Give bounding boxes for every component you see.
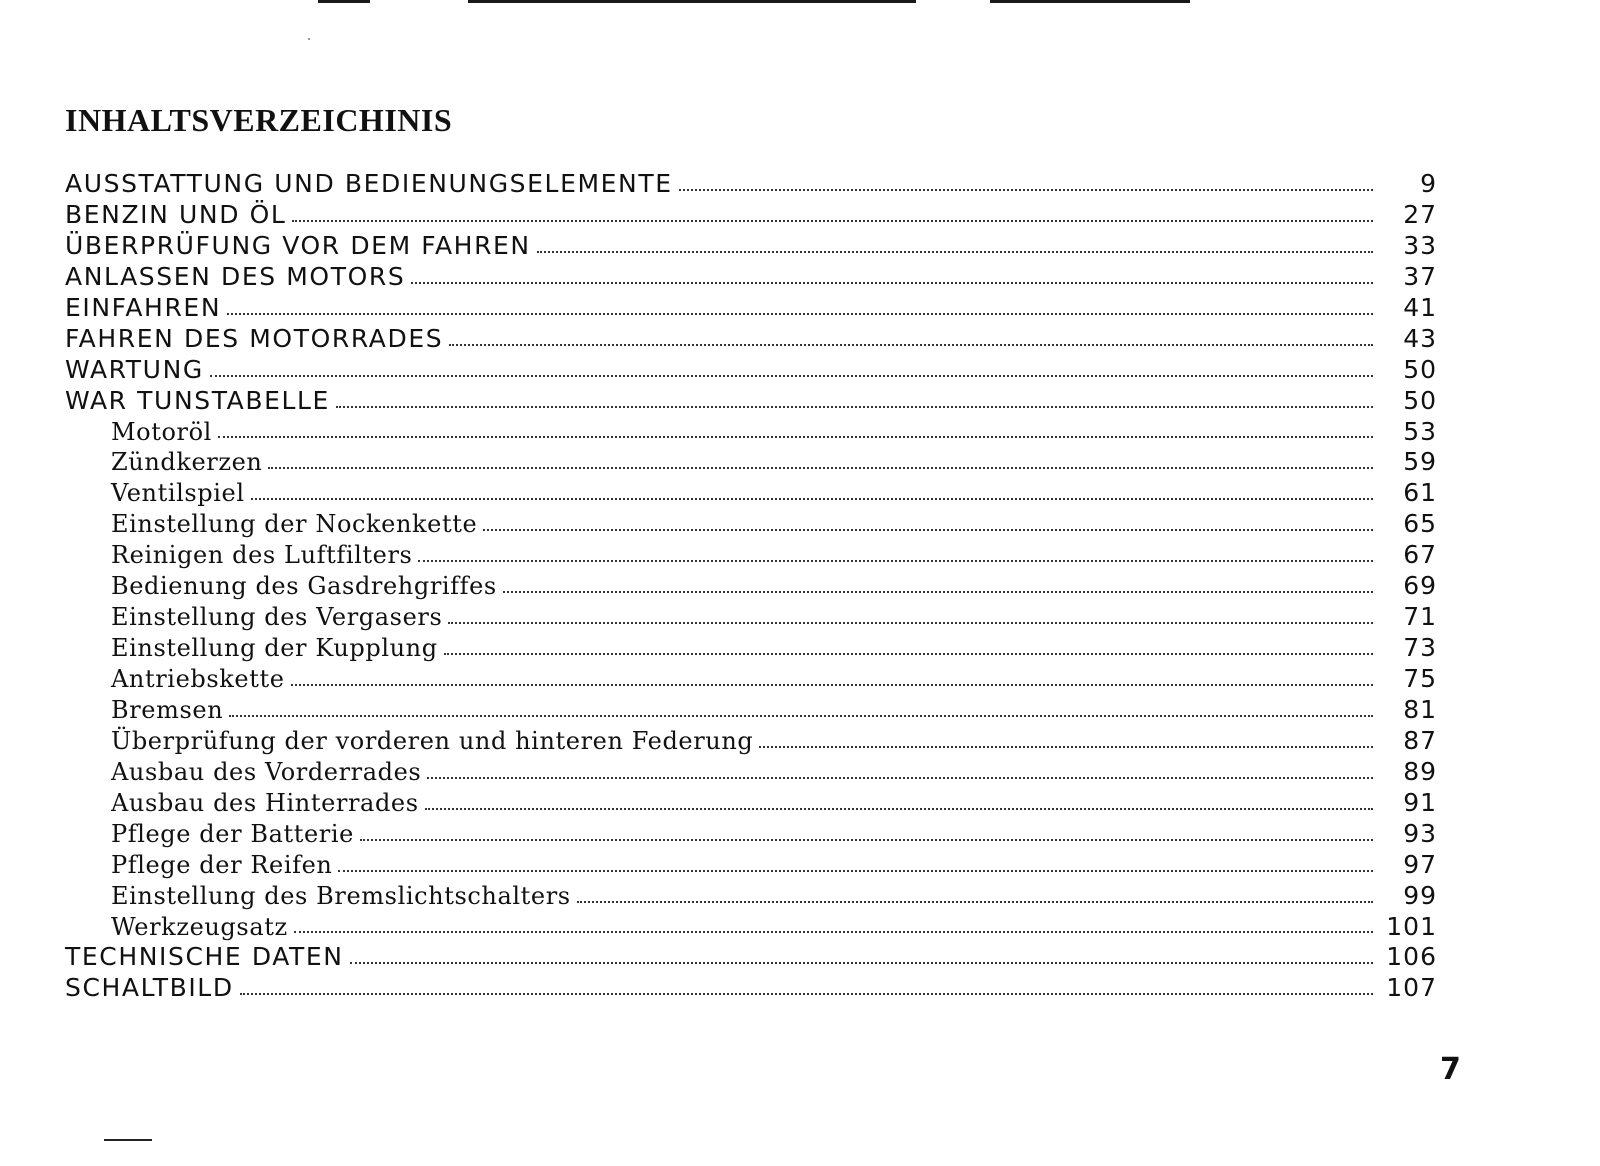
scan-edge-line (104, 1139, 152, 1141)
toc-subentry[interactable] (65, 850, 1437, 881)
toc-entry-page: 75 (1403, 664, 1437, 693)
toc-entry-label: Antriebskette (111, 665, 285, 693)
toc-entry[interactable] (65, 293, 1437, 324)
toc-entry-label: Pflege der Reifen (111, 850, 333, 879)
toc-entry-page: 81 (1403, 694, 1437, 724)
toc-dot-leader (759, 745, 1373, 748)
toc-dot-leader (338, 869, 1373, 872)
toc-entry[interactable] (65, 386, 1437, 417)
toc-entry-label: BENZIN UND ÖL (65, 199, 287, 229)
toc-subentry[interactable] (65, 509, 1437, 540)
toc-dot-leader (251, 497, 1373, 500)
toc-entry-label: Werkzeugsatz (111, 912, 288, 941)
toc-entry-page: 43 (1403, 323, 1437, 353)
toc-entry-label: Ausbau des Hinterrades (111, 788, 419, 817)
toc-dot-leader (229, 714, 1373, 717)
toc-dot-leader (360, 838, 1373, 841)
toc-entry-page: 69 (1403, 571, 1437, 601)
toc-dot-leader (291, 683, 1373, 686)
toc-entry[interactable] (65, 200, 1437, 231)
toc-dot-leader (537, 250, 1373, 253)
toc-entry-page: 73 (1403, 633, 1437, 663)
toc-entry-page: 67 (1403, 540, 1437, 570)
toc-entry-page: 33 (1403, 230, 1437, 260)
toc-dot-leader (227, 312, 1373, 315)
toc-subentry[interactable] (65, 633, 1437, 664)
toc-entry-label: FAHREN DES MOTORRADES (65, 323, 444, 353)
toc-subentry[interactable] (65, 695, 1437, 726)
toc-entry[interactable] (65, 973, 1437, 1004)
toc-dot-leader (444, 652, 1373, 655)
toc-entry-page: 9 (1420, 169, 1437, 198)
toc-entry-label: Bremsen (111, 695, 224, 724)
toc-entry[interactable] (65, 231, 1437, 262)
toc-dot-leader (418, 559, 1373, 562)
toc-subentry[interactable] (65, 726, 1437, 757)
page-number: 7 (1440, 1052, 1461, 1087)
toc-entry-label: Pflege der Batterie (111, 819, 354, 848)
toc-entry-page: 27 (1403, 199, 1437, 229)
toc-subentry[interactable] (65, 664, 1437, 695)
toc-subentry[interactable] (65, 757, 1437, 788)
toc-dot-leader (679, 188, 1373, 191)
toc-dot-leader (240, 992, 1373, 995)
toc-dot-leader (210, 374, 1373, 377)
toc-subentry[interactable] (65, 788, 1437, 819)
toc-entry-label: Einstellung des Vergasers (111, 603, 443, 632)
toc-entry-page: 41 (1403, 292, 1437, 322)
toc-subentry[interactable] (65, 478, 1437, 509)
toc-entry-page: 71 (1403, 602, 1437, 632)
toc-dot-leader (411, 281, 1373, 284)
toc-entry-page: 50 (1403, 385, 1437, 415)
scan-speck (308, 38, 310, 40)
toc-entry-label: Einstellung der Nockenkette (111, 510, 478, 539)
toc-entry-label: ÜBERPRÜFUNG VOR DEM FAHREN (65, 230, 531, 260)
page-title: INHALTSVERZEICHINIS (65, 102, 453, 138)
toc-dot-leader (292, 219, 1373, 222)
toc-entry-page: 93 (1403, 818, 1437, 848)
toc-entry-label: TECHNISCHE DATEN (65, 942, 344, 972)
toc-entry-label: Ventilspiel (111, 479, 245, 508)
toc-dot-leader (268, 466, 1373, 469)
toc-subentry[interactable] (65, 571, 1437, 602)
toc-entry-label: EINFAHREN (65, 292, 222, 322)
toc-subentry[interactable] (65, 447, 1437, 478)
toc-entry[interactable] (65, 324, 1437, 355)
toc-subentry[interactable] (65, 602, 1437, 633)
toc-entry-page: 50 (1403, 354, 1437, 384)
toc-entry-label: Bedienung des Gasdrehgriffes (111, 572, 497, 601)
toc-entry-page: 107 (1386, 973, 1437, 1003)
toc-entry-page: 91 (1403, 787, 1437, 817)
toc-dot-leader (448, 621, 1373, 624)
toc-entry-label: Überprüfung der vorderen und hinteren Federung (111, 726, 754, 755)
toc-subentry[interactable] (65, 881, 1437, 912)
scan-edge-line (318, 0, 370, 3)
toc-entry-label: Motoröl (111, 417, 212, 446)
toc-entry-page: 53 (1403, 416, 1437, 446)
toc-entry-label: WAR TUNSTABELLE (65, 385, 330, 415)
toc-entry-page: 61 (1403, 478, 1437, 508)
scan-edge-line (468, 0, 916, 3)
toc-entry-label: AUSSTATTUNG UND BEDIENUNGSELEMENTE (65, 169, 673, 198)
toc-dot-leader (577, 900, 1373, 903)
toc-dot-leader (425, 807, 1373, 810)
toc-dot-leader (218, 435, 1373, 438)
toc-entry[interactable] (65, 355, 1437, 386)
toc-entry-page: 99 (1403, 880, 1437, 910)
toc-entry-page: 101 (1386, 911, 1437, 941)
toc-dot-leader (336, 405, 1373, 408)
table-of-contents (65, 169, 1437, 1004)
scan-edge-line (990, 0, 1190, 3)
toc-dot-leader (294, 930, 1373, 933)
toc-entry[interactable] (65, 942, 1437, 973)
toc-entry[interactable] (65, 262, 1437, 293)
toc-entry[interactable] (65, 169, 1437, 200)
toc-entry-page: 106 (1386, 942, 1437, 972)
toc-dot-leader (449, 343, 1373, 346)
toc-subentry[interactable] (65, 417, 1437, 448)
toc-entry-label: WARTUNG (65, 354, 204, 384)
toc-dot-leader (483, 528, 1373, 531)
toc-entry-label: SCHALTBILD (65, 973, 234, 1003)
toc-entry-page: 89 (1403, 756, 1437, 786)
toc-entry-label: Zündkerzen (111, 448, 263, 477)
toc-entry-page: 87 (1403, 725, 1437, 755)
toc-dot-leader (350, 961, 1373, 964)
toc-subentry[interactable] (65, 819, 1437, 850)
toc-entry-page: 97 (1403, 849, 1437, 879)
toc-entry-page: 59 (1403, 447, 1437, 477)
toc-entry-label: Einstellung der Kupplung (111, 634, 438, 663)
toc-entry-label: Einstellung des Bremslichtschalters (111, 881, 571, 910)
toc-dot-leader (427, 776, 1373, 779)
toc-entry-page: 37 (1403, 261, 1437, 291)
toc-entry-page: 65 (1403, 509, 1437, 539)
toc-entry-label: ANLASSEN DES MOTORS (65, 261, 406, 291)
toc-entry-label: Ausbau des Vorderrades (111, 757, 422, 786)
toc-subentry[interactable] (65, 540, 1437, 571)
toc-dot-leader (503, 590, 1373, 593)
toc-entry-label: Reinigen des Luftfilters (111, 541, 413, 570)
toc-subentry[interactable] (65, 912, 1437, 943)
